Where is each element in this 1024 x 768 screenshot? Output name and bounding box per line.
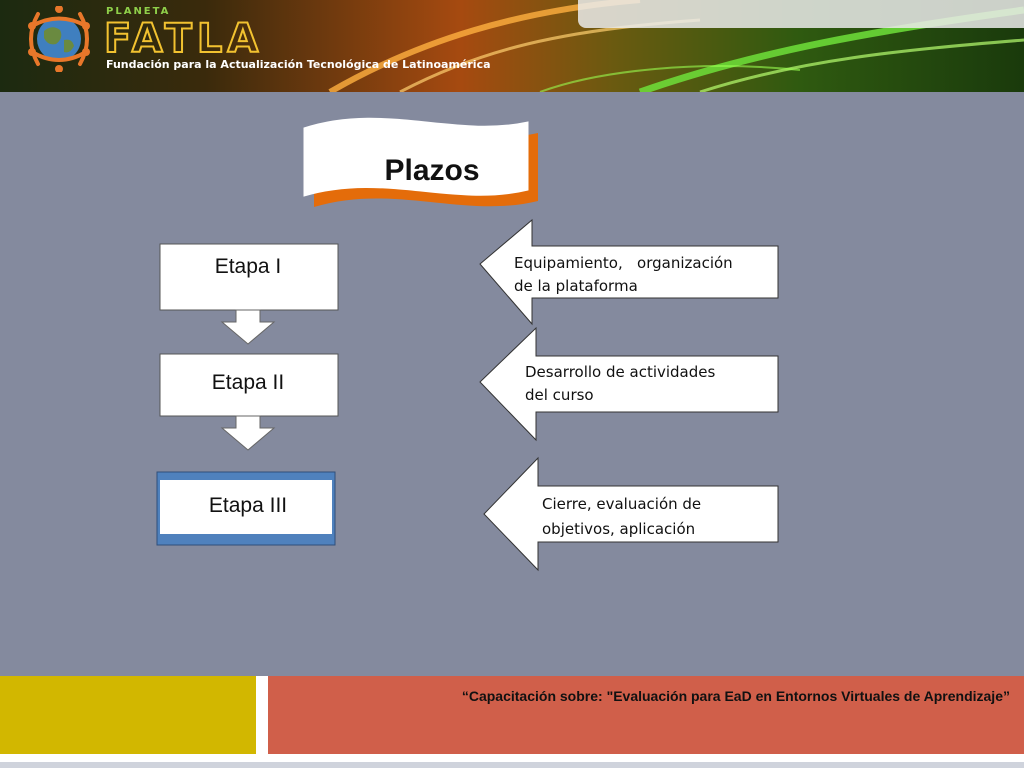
globe-logo-icon bbox=[24, 6, 94, 72]
brand-small-label: PLANETA bbox=[106, 6, 171, 17]
arrow-callout-2 bbox=[480, 328, 778, 440]
stage-box-2 bbox=[160, 354, 338, 416]
footer-red-block bbox=[268, 676, 1024, 754]
title-text: Plazos bbox=[384, 154, 480, 187]
slide-body bbox=[0, 92, 1024, 676]
timeline-diagram bbox=[0, 92, 1024, 676]
stage-box-1 bbox=[160, 244, 338, 310]
bottom-divider bbox=[0, 762, 1024, 768]
down-arrow-icon bbox=[222, 416, 274, 450]
stage-label-3: Etapa III bbox=[208, 494, 288, 517]
arrow-text-2-line2: del curso bbox=[525, 386, 594, 404]
arrow-text-1-line1: Equipamiento, organización bbox=[514, 254, 733, 272]
arrow-callout-1 bbox=[480, 220, 778, 324]
arrow-text-2-line1: Desarrollo de actividades bbox=[525, 363, 716, 381]
brand-subtitle: Fundación para la Actualización Tecnológica de Latinoamérica bbox=[106, 58, 491, 71]
stage-label-1: Etapa I bbox=[214, 255, 282, 278]
header-panel bbox=[578, 0, 1024, 28]
stage-box-3 bbox=[157, 472, 335, 545]
arrow-text-3-line1: Cierre, evaluación de bbox=[542, 495, 702, 513]
down-arrow-icon bbox=[222, 310, 274, 344]
footer-caption: “Capacitación sobre: "Evaluación para EaD en Entornos Virtuales de Aprendizaje” bbox=[461, 688, 1010, 704]
arrow-callout-3 bbox=[484, 458, 778, 570]
header-banner bbox=[0, 0, 1024, 92]
brand-title: FATLA bbox=[104, 16, 264, 62]
title-banner bbox=[304, 118, 538, 207]
footer-yellow-block bbox=[0, 676, 256, 754]
arrow-text-1-line2: de la plataforma bbox=[514, 277, 638, 295]
stage-label-2: Etapa II bbox=[211, 371, 285, 394]
arrow-text-3-line2: objetivos, aplicación bbox=[542, 520, 696, 538]
